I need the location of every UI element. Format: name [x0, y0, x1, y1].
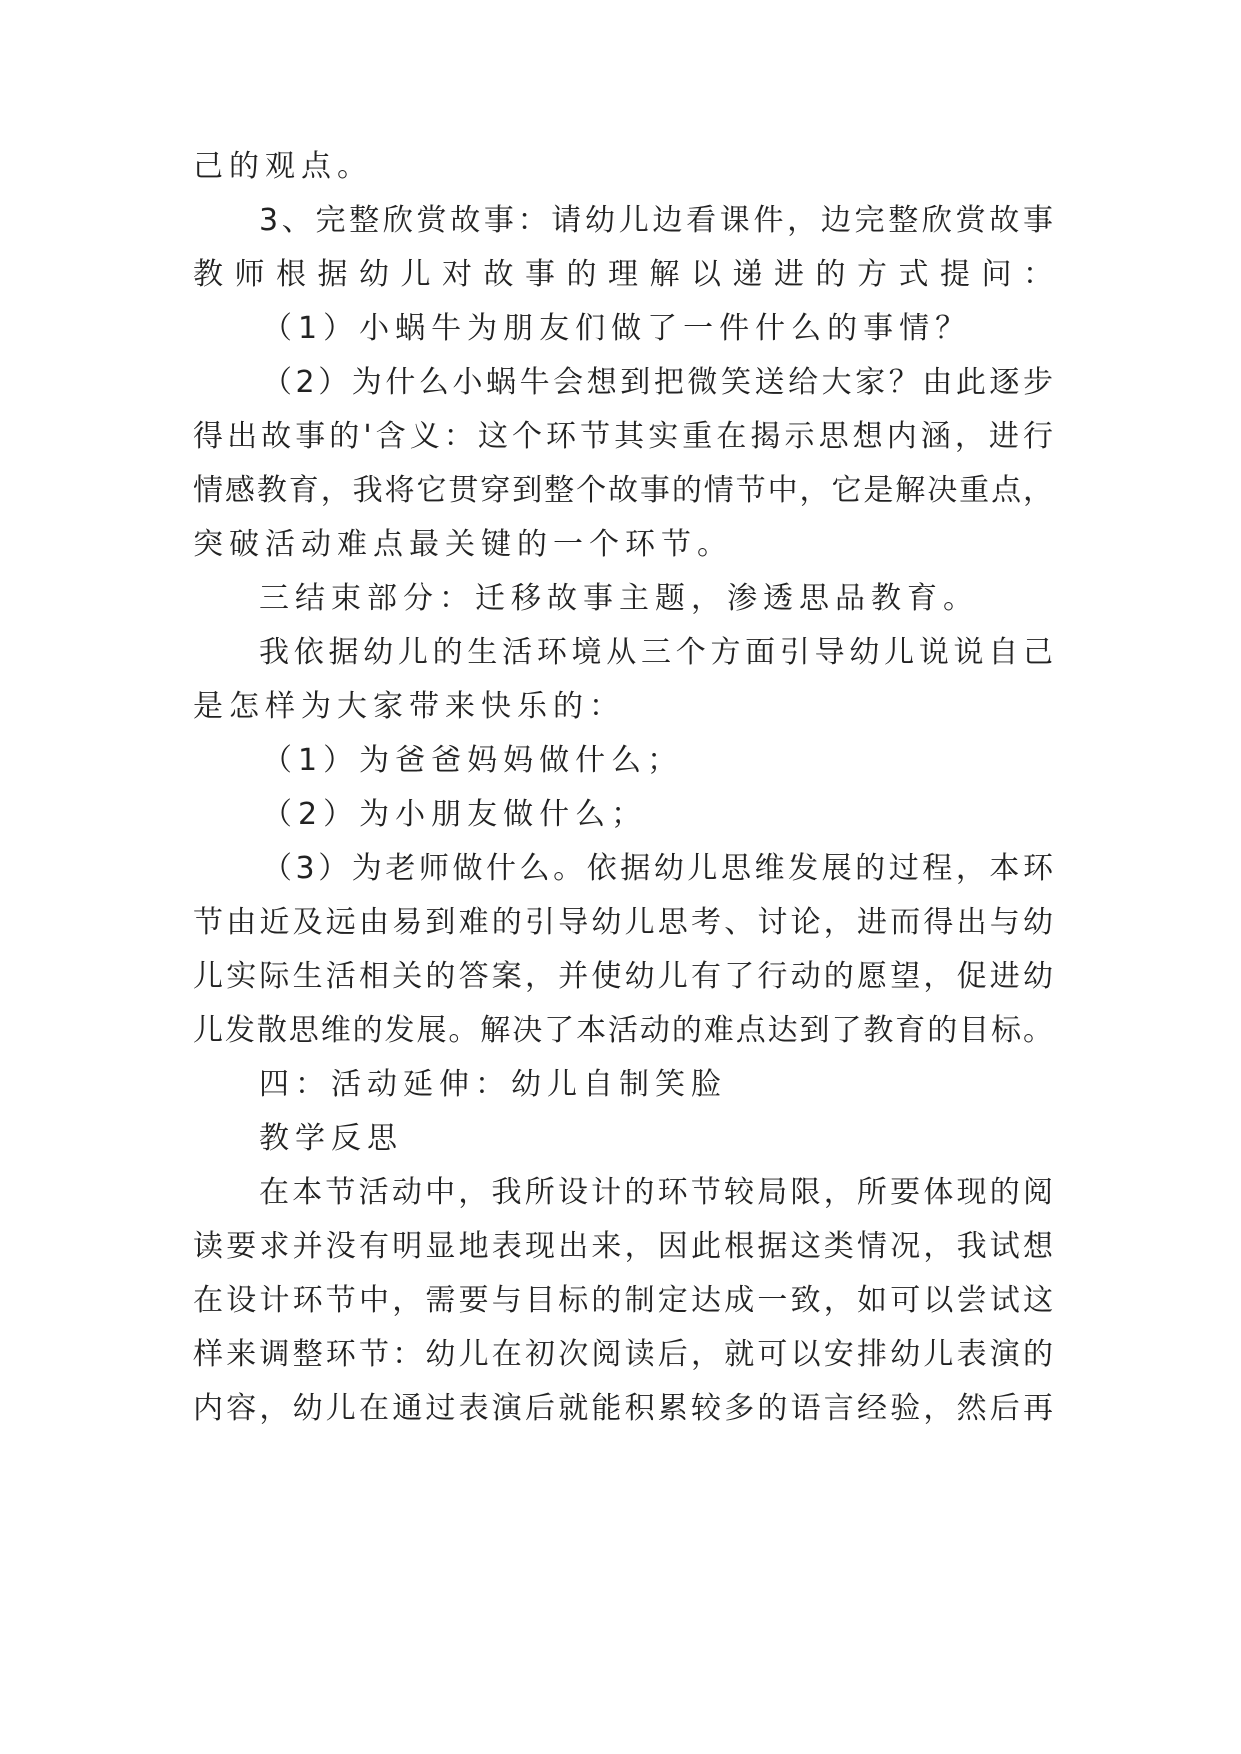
text-line: 儿发散思维的发展。解决了本活动的难点达到了教育的目标。 — [193, 1013, 1053, 1048]
text-line: 3、完整欣赏故事：请幼儿边看课件，边完整欣赏故事 — [259, 203, 1053, 238]
text-line: 得出故事的'含义：这个环节其实重在揭示思想内涵，进行 — [193, 419, 1053, 454]
text-line: 在设计环节中，需要与目标的制定达成一致，如可以尝试这 — [193, 1283, 1053, 1318]
text-line: 内容，幼儿在通过表演后就能积累较多的语言经验，然后再 — [193, 1391, 1053, 1426]
text-line: （1）小蜗牛为朋友们做了一件什么的事情？ — [262, 311, 972, 346]
text-line: 教学反思 — [259, 1121, 403, 1156]
text-line: （2）为小朋友做什么； — [262, 797, 648, 832]
text-line: 己的观点。 — [193, 149, 373, 184]
text-line: 读要求并没有明显地表现出来，因此根据这类情况，我试想 — [193, 1229, 1053, 1264]
text-line: 在本节活动中，我所设计的环节较局限，所要体现的阅 — [259, 1175, 1053, 1210]
text-line: （1）为爸爸妈妈做什么； — [262, 743, 684, 778]
text-line: 我依据幼儿的生活环境从三个方面引导幼儿说说自己 — [259, 635, 1053, 670]
text-line: （2）为什么小蜗牛会想到把微笑送给大家？由此逐步 — [262, 365, 1053, 400]
text-line: 样来调整环节：幼儿在初次阅读后，就可以安排幼儿表演的 — [193, 1337, 1053, 1372]
text-line: 突破活动难点最关键的一个环节。 — [193, 527, 733, 562]
text-line: 三结束部分：迁移故事主题，渗透思品教育。 — [259, 581, 979, 616]
text-line: 情感教育，我将它贯穿到整个故事的情节中，它是解决重点， — [193, 473, 1053, 508]
text-line: 四：活动延伸：幼儿自制笑脸 — [259, 1067, 727, 1102]
text-line: 节由近及远由易到难的引导幼儿思考、讨论，进而得出与幼 — [193, 905, 1053, 940]
text-line: 儿实际生活相关的答案，并使幼儿有了行动的愿望，促进幼 — [193, 959, 1053, 994]
text-line: 教师根据幼儿对故事的理解以递进的方式提问： — [193, 257, 1053, 292]
text-line: 是怎样为大家带来快乐的： — [193, 689, 625, 724]
text-line: （3）为老师做什么。依据幼儿思维发展的过程，本环 — [262, 851, 1053, 886]
